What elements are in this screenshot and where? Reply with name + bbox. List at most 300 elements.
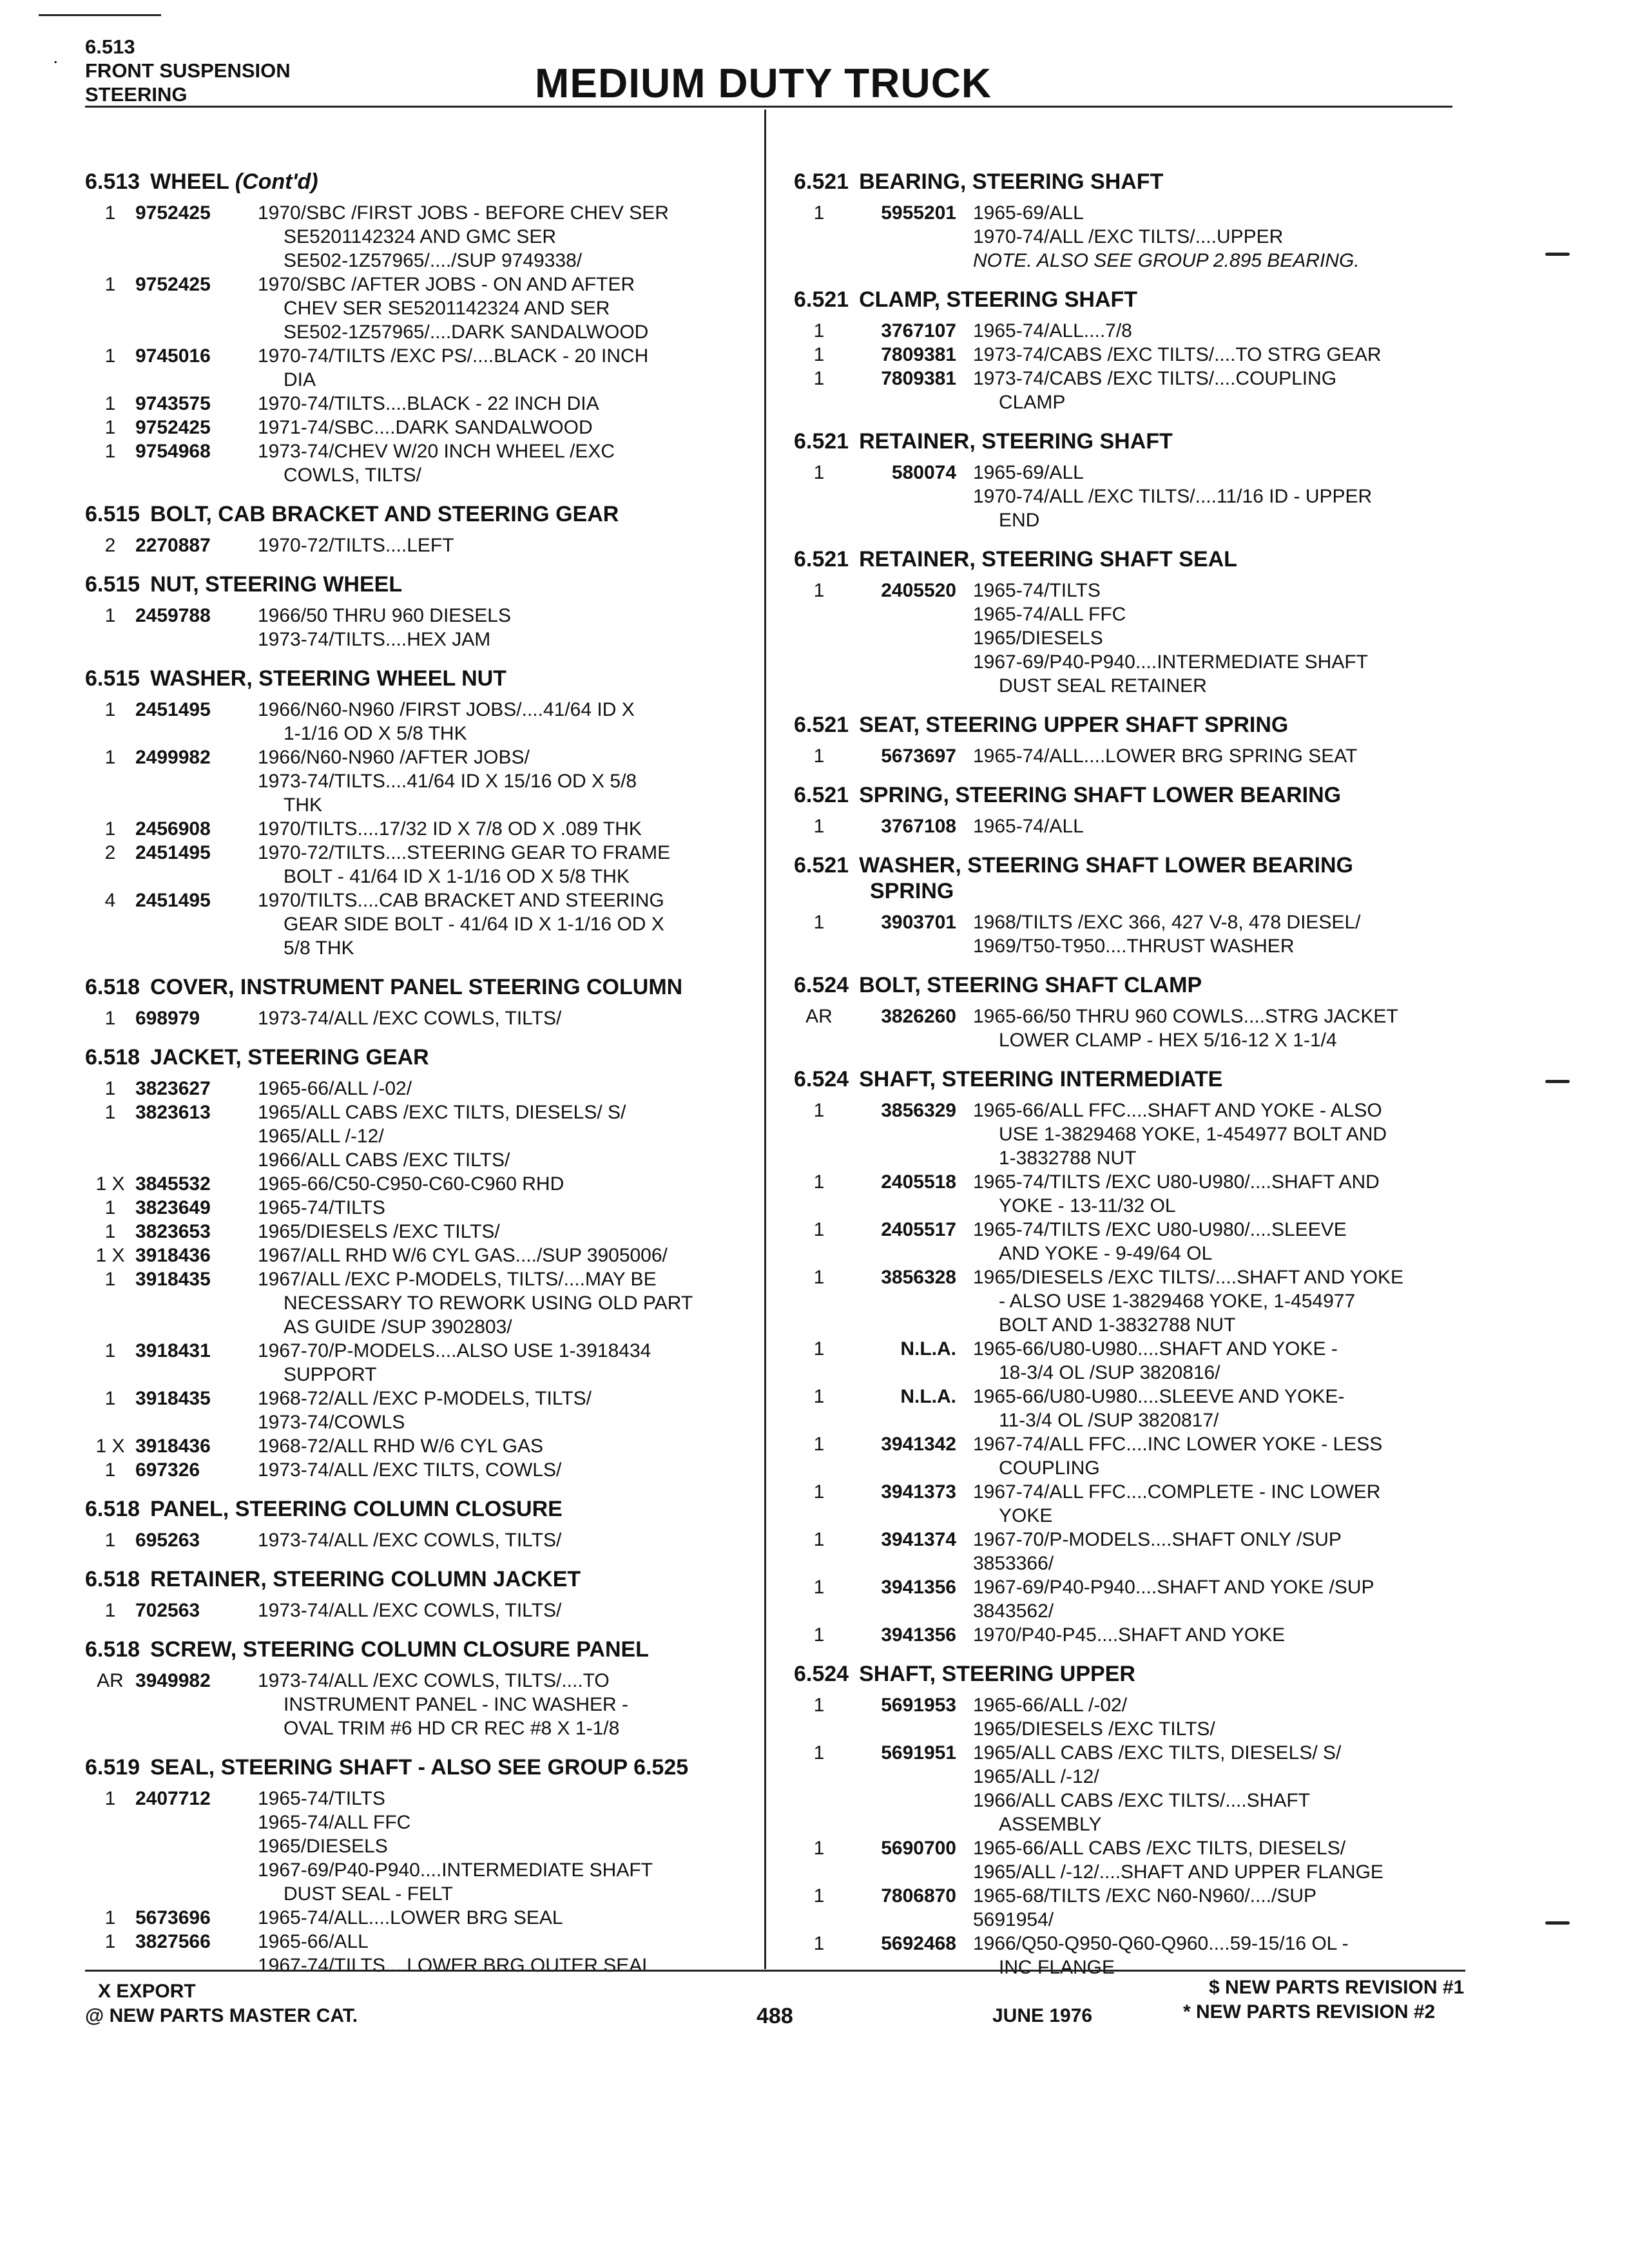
part-description: [258, 889, 755, 960]
part-quantity: 1 X: [95, 1436, 125, 1457]
part-description: [973, 1265, 1458, 1337]
part-row: [85, 1434, 755, 1458]
description-line: 1967-69/P40-P940....INTERMEDIATE SHAFT: [973, 651, 1368, 673]
description-line: 1965-66/ALL /-02/: [258, 1078, 412, 1099]
description-line: 1967/ALL /EXC P-MODELS, TILTS/....MAY BE: [258, 1269, 657, 1290]
column-divider: [764, 110, 766, 1969]
part-quantity: 1 X: [95, 1173, 125, 1195]
parts-group: [85, 501, 755, 566]
description-line: SE502-1Z57965/....DARK SANDALWOOD: [284, 322, 649, 343]
page-number: 488: [757, 2004, 793, 2028]
part-row: [85, 201, 755, 273]
part-row: [85, 1267, 755, 1339]
description-line: YOKE - 13-11/32 OL: [999, 1195, 1176, 1216]
part-number: 9752425: [135, 417, 211, 438]
part-number: 2459788: [135, 605, 211, 626]
part-quantity: AR: [805, 1006, 833, 1027]
part-row: [794, 1480, 1458, 1528]
part-description: [973, 1432, 1458, 1480]
description-line: 1971-74/SBC....DARK SANDALWOOD: [258, 417, 593, 438]
description-line: 1966/50 THRU 960 DIESELS: [258, 605, 512, 626]
part-number: 9754968: [135, 441, 211, 462]
description-line: 1965-74/ALL: [973, 816, 1084, 837]
part-quantity: 1: [813, 1885, 825, 1907]
part-quantity: 1: [104, 1388, 116, 1409]
part-quantity: 1: [813, 580, 825, 601]
group-title: [794, 169, 1458, 195]
description-line: 1-1/16 OD X 5/8 THK: [284, 723, 467, 744]
part-number: 5691953: [881, 1695, 956, 1716]
part-row: [85, 273, 755, 344]
description-line: 1966/Q50-Q950-Q60-Q960....59-15/16 OL -: [973, 1933, 1349, 1954]
margin-mark: [1545, 1080, 1570, 1083]
part-row: [794, 367, 1458, 414]
part-number: 2405517: [881, 1219, 956, 1240]
part-row: [85, 604, 755, 651]
description-line: 1965/ALL /-12/: [973, 1766, 1099, 1787]
parts-group: [794, 782, 1458, 847]
group-title: [85, 1044, 755, 1070]
part-description: [973, 1218, 1458, 1265]
part-quantity: 1: [104, 1931, 116, 1952]
part-row: [85, 1077, 755, 1100]
description-line: SUPPORT: [284, 1364, 377, 1385]
part-number: N.L.A.: [900, 1386, 956, 1407]
part-quantity: 1: [813, 1386, 825, 1407]
part-number: 3941342: [881, 1434, 956, 1455]
description-line: 1965/ALL CABS /EXC TILTS, DIESELS/ S/: [973, 1742, 1342, 1763]
group-title: [85, 666, 755, 691]
part-number: 5673697: [881, 745, 956, 767]
part-description: [258, 1434, 755, 1458]
part-description: [258, 1244, 755, 1267]
part-row: [794, 910, 1458, 958]
part-quantity: 1: [813, 344, 825, 365]
part-quantity: 1: [813, 320, 825, 341]
footer-rule: [85, 1970, 1465, 1972]
part-quantity: 1: [813, 1171, 825, 1193]
description-line: 1965/DIESELS /EXC TILTS/: [973, 1718, 1215, 1740]
part-quantity: 1: [813, 368, 825, 389]
part-row: [794, 1575, 1458, 1623]
margin-mark: [1545, 1921, 1570, 1925]
part-quantity: 1: [813, 1529, 825, 1550]
group-number: 6.521: [794, 169, 849, 194]
group-number: 6.515: [85, 502, 140, 526]
description-line: 1965-66/ALL /-02/: [973, 1695, 1128, 1716]
part-number: N.L.A.: [900, 1338, 956, 1360]
group-number: 6.518: [85, 1497, 140, 1521]
description-line: COWLS, TILTS/: [284, 465, 421, 486]
group-name: SEAL, STEERING SHAFT - ALSO SEE GROUP 6.525: [150, 1755, 689, 1780]
parts-group: [794, 169, 1458, 282]
part-row: [794, 1265, 1458, 1337]
part-number: 698979: [135, 1008, 200, 1029]
group-number: 6.515: [85, 572, 140, 597]
part-row: [85, 841, 755, 889]
description-line: 1965-69/ALL: [973, 462, 1084, 483]
description-line: 1965-74/TILTS: [258, 1788, 385, 1809]
group-title: [85, 572, 755, 597]
group-title: [794, 546, 1458, 572]
description-line: 1965-66/U80-U980....SHAFT AND YOKE -: [973, 1338, 1338, 1360]
group-title: [794, 972, 1458, 998]
group-name: SHAFT, STEERING UPPER: [859, 1662, 1135, 1686]
group-title: [794, 1066, 1458, 1092]
part-quantity: 1: [104, 1600, 116, 1621]
description-line: 18-3/4 OL /SUP 3820816/: [999, 1362, 1220, 1383]
description-line: 1967-70/P-MODELS....SHAFT ONLY /SUP: [973, 1529, 1342, 1550]
part-row: [794, 1170, 1458, 1218]
group-number: 6.524: [794, 1662, 849, 1686]
description-line: 1965/DIESELS /EXC TILTS/: [258, 1221, 500, 1242]
parts-group: [794, 712, 1458, 777]
description-line: 1970/SBC /FIRST JOBS - BEFORE CHEV SER: [258, 202, 669, 224]
description-line: SE5201142324 AND GMC SER: [284, 226, 557, 247]
description-line: 1965/DIESELS: [973, 628, 1103, 649]
part-description: [258, 1387, 755, 1434]
description-line: 1970/TILTS....17/32 ID X 7/8 OD X .089 THK: [258, 818, 642, 840]
part-row: [794, 744, 1458, 768]
description-line: 1967-69/P40-P940....SHAFT AND YOKE /SUP: [973, 1577, 1374, 1598]
margin-mark: [1545, 253, 1570, 256]
part-description: [973, 579, 1458, 698]
description-line: CHEV SER SE5201142324 AND SER: [284, 298, 610, 319]
description-line: AND YOKE - 9-49/64 OL: [999, 1243, 1213, 1264]
group-number: 6.521: [794, 713, 849, 737]
parts-group: [85, 666, 755, 969]
part-description: [973, 1884, 1458, 1932]
part-number: 3941374: [881, 1529, 956, 1550]
group-name: BEARING, STEERING SHAFT: [859, 169, 1164, 194]
part-description: [258, 745, 755, 817]
description-line: 1966/N60-N960 /FIRST JOBS/....41/64 ID X: [258, 699, 635, 720]
part-number: 3941356: [881, 1577, 956, 1598]
description-line: 1965-66/ALL CABS /EXC TILTS, DIESELS/: [973, 1838, 1346, 1859]
description-line: 1973-74/TILTS....41/64 ID X 15/16 OD X 5/8: [258, 771, 637, 792]
description-line: 1965-74/ALL FFC: [258, 1812, 411, 1833]
part-row: [794, 1623, 1458, 1647]
part-row: [85, 1528, 755, 1552]
part-number: 2405518: [881, 1171, 956, 1193]
part-quantity: 1: [813, 1695, 825, 1716]
part-description: [258, 533, 755, 557]
part-number: 2270887: [135, 535, 211, 556]
part-number: 9752425: [135, 202, 211, 224]
part-quantity: 2: [104, 842, 116, 863]
part-quantity: 1: [813, 1338, 825, 1360]
part-description: [973, 461, 1458, 532]
group-name: RETAINER, STEERING COLUMN JACKET: [150, 1567, 581, 1591]
part-number: 3918436: [135, 1436, 211, 1457]
group-name: WASHER, STEERING SHAFT LOWER BEARING: [859, 853, 1354, 878]
part-quantity: 1: [813, 1742, 825, 1763]
description-line: 1973-74/TILTS....HEX JAM: [258, 629, 491, 650]
description-line: 1966/ALL CABS /EXC TILTS/: [258, 1149, 510, 1171]
part-number: 702563: [135, 1600, 200, 1621]
description-line: 11-3/4 OL /SUP 3820817/: [999, 1410, 1219, 1431]
part-quantity: 1: [104, 1788, 116, 1809]
part-description: [258, 1458, 755, 1482]
description-line: 1965/DIESELS: [258, 1836, 388, 1857]
group-number: 6.524: [794, 973, 849, 997]
description-line: 1965-66/50 THRU 960 COWLS....STRG JACKET: [973, 1006, 1398, 1027]
part-number: 7809381: [881, 368, 956, 389]
description-line: 1965/DIESELS /EXC TILTS/....SHAFT AND YOKE: [973, 1267, 1404, 1288]
part-quantity: 1: [813, 816, 825, 837]
description-line: ASSEMBLY: [999, 1814, 1102, 1835]
part-number: 3856328: [881, 1267, 956, 1288]
description-line: 1965-74/ALL FFC: [973, 604, 1126, 625]
part-row: [794, 1004, 1458, 1052]
part-number: 2451495: [135, 842, 211, 863]
part-quantity: 4: [104, 890, 116, 911]
description-line: INC FLANGE: [999, 1957, 1115, 1978]
part-quantity: 1: [104, 1340, 116, 1361]
part-row: [85, 1006, 755, 1030]
description-line: 1967-74/ALL FFC....COMPLETE - INC LOWER: [973, 1481, 1381, 1503]
part-quantity: 2: [104, 535, 116, 556]
part-row: [85, 1906, 755, 1930]
group-number: 6.513: [85, 169, 140, 194]
group-name: SEAT, STEERING UPPER SHAFT SPRING: [859, 713, 1289, 737]
description-line: 1973-74/CHEV W/20 INCH WHEEL /EXC: [258, 441, 615, 462]
part-row: [794, 1741, 1458, 1836]
part-description: [258, 1339, 755, 1387]
part-quantity: 1 X: [95, 1245, 125, 1266]
group-number: 6.515: [85, 666, 140, 691]
part-number: 9752425: [135, 274, 211, 295]
part-number: 3918431: [135, 1340, 211, 1361]
description-line: 3843562/: [973, 1600, 1054, 1622]
group-number: 6.521: [794, 783, 849, 807]
description-line: 1969/T50-T950....THRUST WASHER: [973, 936, 1295, 957]
group-name: WASHER, STEERING WHEEL NUT: [150, 666, 506, 691]
part-row: [794, 1218, 1458, 1265]
description-line: AS GUIDE /SUP 3902803/: [284, 1316, 512, 1338]
footer-export: X EXPORT: [98, 1981, 196, 2002]
part-description: [258, 1196, 755, 1220]
part-number: 5690700: [881, 1838, 956, 1859]
parts-group: [85, 572, 755, 660]
left-column: [85, 164, 755, 1986]
part-description: [973, 1623, 1458, 1647]
description-line: 1970-74/TILTS /EXC PS/....BLACK - 20 INCH: [258, 345, 649, 367]
description-line: 1973-74/ALL /EXC COWLS, TILTS/: [258, 1600, 562, 1621]
right-column: [794, 164, 1458, 1988]
part-description: [258, 1906, 755, 1930]
part-description: [973, 910, 1458, 958]
part-quantity: 1: [813, 1624, 825, 1646]
part-description: [258, 1669, 755, 1740]
description-line: END: [999, 510, 1040, 531]
part-row: [794, 201, 1458, 273]
part-description: [973, 343, 1458, 367]
description-line: NECESSARY TO REWORK USING OLD PART: [284, 1293, 693, 1314]
part-number: 2456908: [135, 818, 211, 840]
part-quantity: 1: [104, 202, 116, 224]
part-number: 5692468: [881, 1933, 956, 1954]
description-line: 1970/P40-P45....SHAFT AND YOKE: [973, 1624, 1286, 1646]
part-description: [258, 439, 755, 487]
part-number: 3918435: [135, 1269, 211, 1290]
description-line: 1965-74/TILTS: [973, 580, 1101, 601]
header-underline: [85, 106, 1452, 108]
section-header: [85, 35, 291, 106]
part-number: 2499982: [135, 747, 211, 768]
part-description: [973, 367, 1458, 414]
description-line: SE502-1Z57965/..../SUP 9749338/: [284, 250, 583, 271]
part-description: [258, 273, 755, 344]
group-number: 6.521: [794, 287, 849, 312]
description-line: 1-3832788 NUT: [999, 1148, 1137, 1169]
footer-master: @ NEW PARTS MASTER CAT.: [85, 2005, 358, 2026]
part-description: [973, 1480, 1458, 1528]
part-quantity: 1: [813, 1100, 825, 1121]
part-number: 3767107: [881, 320, 956, 341]
part-quantity: 1: [104, 1102, 116, 1123]
part-number: 580074: [891, 462, 956, 483]
group-number: 6.524: [794, 1067, 849, 1091]
footer-revision-1: $ NEW PARTS REVISION #1: [1209, 1977, 1465, 1998]
description-line: 1973-74/ALL /EXC COWLS, TILTS/: [258, 1530, 562, 1551]
part-row: [85, 1196, 755, 1220]
description-line: 1970-72/TILTS....STEERING GEAR TO FRAME: [258, 842, 671, 863]
part-quantity: 1: [104, 441, 116, 462]
part-description: [258, 1267, 755, 1339]
group-number: 6.521: [794, 547, 849, 572]
part-description: [973, 1170, 1458, 1218]
description-line: 1967-70/P-MODELS....ALSO USE 1-3918434: [258, 1340, 651, 1361]
part-description: [973, 1575, 1458, 1623]
group-name: PANEL, STEERING COLUMN CLOSURE: [150, 1497, 563, 1521]
group-title: [85, 1566, 755, 1592]
part-row: [85, 1599, 755, 1622]
description-line: DIA: [284, 369, 316, 390]
group-name: SPRING, STEERING SHAFT LOWER BEARING: [859, 783, 1342, 807]
part-description: [258, 1006, 755, 1030]
part-row: [85, 439, 755, 487]
part-description: [258, 392, 755, 416]
description-line: 1965/ALL /-12/....SHAFT AND UPPER FLANGE: [973, 1861, 1383, 1883]
part-quantity: 1: [104, 1008, 116, 1029]
description-line: CLAMP: [999, 392, 1066, 413]
group-number: 6.518: [85, 1045, 140, 1070]
description-line: LOWER CLAMP - HEX 5/16-12 X 1-1/4: [999, 1030, 1337, 1051]
part-number: 2407712: [135, 1788, 211, 1809]
part-row: [794, 1932, 1458, 1979]
description-line: 1965-74/ALL....LOWER BRG SPRING SEAT: [973, 745, 1358, 767]
part-quantity: 1: [104, 393, 116, 414]
part-row: [794, 1836, 1458, 1884]
description-line: 1965-66/C50-C950-C60-C960 RHD: [258, 1173, 564, 1195]
description-line: 1967-69/P40-P940....INTERMEDIATE SHAFT: [258, 1860, 653, 1881]
part-row: [85, 1458, 755, 1482]
part-number: 5955201: [881, 202, 956, 224]
part-row: [85, 416, 755, 439]
group-title: [794, 852, 1458, 904]
group-title: [85, 501, 755, 527]
part-description: [973, 1741, 1458, 1836]
parts-group: [794, 972, 1458, 1061]
part-quantity: 1: [104, 345, 116, 367]
part-row: [794, 1337, 1458, 1385]
section-line-2: STEERING: [85, 83, 188, 106]
part-row: [85, 698, 755, 745]
part-quantity: 1: [104, 747, 116, 768]
description-line: 1965-74/TILTS /EXC U80-U980/....SLEEVE: [973, 1219, 1347, 1240]
group-name-continued: SPRING: [870, 879, 954, 903]
part-number: 2451495: [135, 890, 211, 911]
group-name: SCREW, STEERING COLUMN CLOSURE PANEL: [150, 1637, 649, 1662]
part-description: [973, 1528, 1458, 1575]
part-row: [794, 461, 1458, 532]
part-quantity: 1: [104, 274, 116, 295]
part-description: [258, 1787, 755, 1906]
description-line: 1970/SBC /AFTER JOBS - ON AND AFTER: [258, 274, 635, 295]
part-quantity: 1: [104, 417, 116, 438]
part-quantity: 1: [813, 202, 825, 224]
description-line: 1968/TILTS /EXC 366, 427 V-8, 478 DIESEL/: [973, 912, 1361, 933]
parts-group: [794, 428, 1458, 541]
description-line: 1965-74/TILTS: [258, 1197, 385, 1218]
description-line: 1970-74/TILTS....BLACK - 22 INCH DIA: [258, 393, 599, 414]
part-row: [85, 1387, 755, 1434]
parts-group: [794, 287, 1458, 423]
part-row: [794, 1528, 1458, 1575]
part-number: 3918436: [135, 1245, 211, 1266]
part-number: 3903701: [881, 912, 956, 933]
part-description: [258, 1528, 755, 1552]
part-quantity: 1: [813, 1219, 825, 1240]
part-quantity: 1: [104, 818, 116, 840]
group-name: CLAMP, STEERING SHAFT: [859, 287, 1138, 312]
description-line: BOLT AND 1-3832788 NUT: [999, 1314, 1236, 1336]
part-quantity: 1: [813, 1481, 825, 1503]
group-title: [85, 169, 755, 195]
description-line: 1966/N60-N960 /AFTER JOBS/: [258, 747, 530, 768]
description-line: 1970-72/TILTS....LEFT: [258, 535, 454, 556]
parts-group: [794, 1661, 1458, 1988]
description-line: 1965/ALL CABS /EXC TILTS, DIESELS/ S/: [258, 1102, 626, 1123]
description-line: 1973-74/CABS /EXC TILTS/....COUPLING: [973, 368, 1337, 389]
parts-group: [794, 546, 1458, 707]
part-description: [258, 1220, 755, 1244]
description-line: COUPLING: [999, 1457, 1100, 1479]
section-number: 6.513: [85, 35, 135, 58]
group-title: [85, 974, 755, 1000]
part-row: [794, 1693, 1458, 1741]
group-title: [85, 1637, 755, 1662]
part-description: [973, 744, 1458, 768]
group-title: [794, 782, 1458, 808]
description-line: 1967-74/TILTS....LOWER BRG OUTER SEAL: [258, 1955, 653, 1976]
part-row: [794, 579, 1458, 698]
part-quantity: 1: [813, 912, 825, 933]
part-quantity: 1: [104, 1907, 116, 1928]
part-description: [258, 817, 755, 841]
description-line: INSTRUMENT PANEL - INC WASHER -: [284, 1694, 629, 1715]
parts-group: [794, 852, 1458, 967]
part-number: 7806870: [881, 1885, 956, 1907]
part-number: 3941356: [881, 1624, 956, 1646]
part-number: 2451495: [135, 699, 211, 720]
description-line: 1968-72/ALL /EXC P-MODELS, TILTS/: [258, 1388, 592, 1409]
part-number: 3826260: [881, 1006, 956, 1027]
part-row: [85, 344, 755, 392]
part-row: [85, 1220, 755, 1244]
description-line: 1973-74/ALL /EXC COWLS, TILTS/....TO: [258, 1670, 610, 1691]
